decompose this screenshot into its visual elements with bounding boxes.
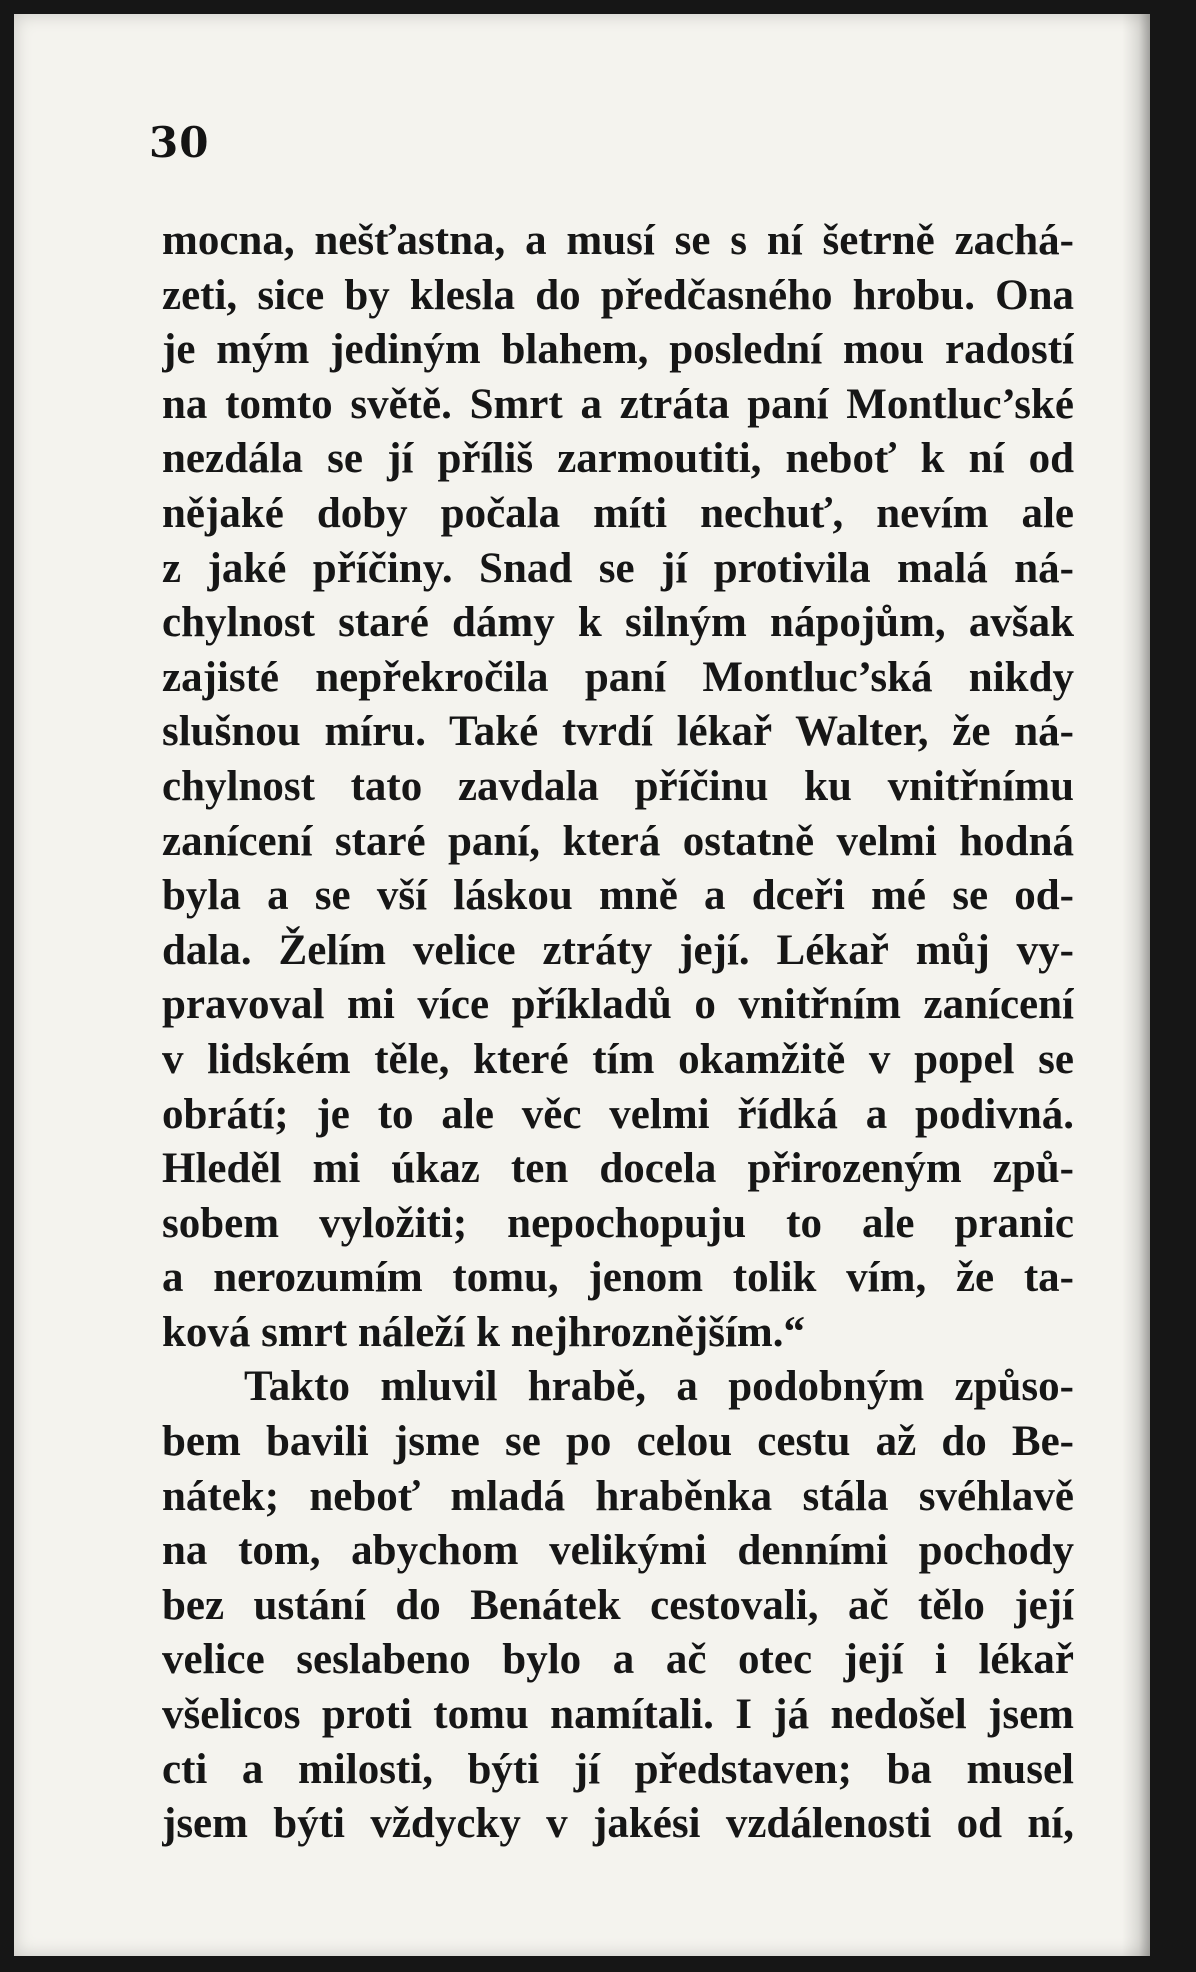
page-number: 30: [149, 118, 210, 167]
text-line: sobem vyložiti; nepochopuju to ale pranic: [162, 1199, 1074, 1247]
text-line: zanícení staré paní, která ostatně velmi hodná: [162, 817, 1074, 865]
text-line: je mým jediným blahem, poslední mou radostí: [162, 326, 1074, 374]
text-line: z jaké příčiny. Snad se jí protivila malá ná-: [162, 544, 1074, 592]
text-line: nezdála se jí příliš zarmoutiti, neboť k ní od: [162, 435, 1074, 483]
book-page: [14, 14, 1150, 1956]
text-line: velice seslabeno bylo a ač otec její i lékař: [162, 1636, 1074, 1684]
text-line: jsem býti vždycky v jakési vzdálenosti od ní,: [162, 1800, 1074, 1848]
text-line: slušnou míru. Také tvrdí lékař Walter, že ná-: [162, 708, 1074, 756]
text-line: v lidském těle, které tím okamžitě v popel se: [162, 1035, 1074, 1083]
text-line: cti a milosti, býti jí představen; ba musel: [162, 1745, 1074, 1793]
text-line: na tomto světě. Smrt a ztráta paní Montluc’ské: [162, 380, 1074, 428]
text-line: na tom, abychom velikými denními pochody: [162, 1527, 1074, 1575]
text-line: nějaké doby počala míti nechuť, nevím ale: [162, 489, 1074, 537]
text-line: nátek; neboť mladá hraběnka stála svéhlavě: [162, 1472, 1074, 1520]
page-edge-shadow: [1122, 14, 1150, 1956]
text-line: byla a se vší láskou mně a dceři mé se od-: [162, 872, 1074, 920]
text-line: bem bavili jsme se po celou cestu až do Be-: [162, 1418, 1074, 1466]
text-line: zeti, sice by klesla do předčasného hrobu. Ona: [162, 271, 1074, 319]
text-line: všelicos proti tomu namítali. I já nedošel jsem: [162, 1691, 1074, 1739]
text-line: bez ustání do Benátek cestovali, ač tělo její: [162, 1581, 1074, 1629]
text-line: obrátí; je to ale věc velmi řídká a podivná.: [162, 1090, 1074, 1138]
text-line: pravoval mi více příkladů o vnitřním zanícení: [162, 981, 1074, 1029]
text-line: dala. Želím velice ztráty její. Lékař můj vy-: [162, 926, 1074, 974]
paragraph-end-line: ková smrt náleží k nejhroznějším.“: [162, 1308, 805, 1356]
text-line: chylnost tato zavdala příčinu ku vnitřnímu: [162, 762, 1074, 810]
text-line: zajisté nepřekročila paní Montluc’ská nikdy: [162, 653, 1074, 701]
text-line: Hleděl mi úkaz ten docela přirozeným způ-: [162, 1145, 1074, 1193]
text-line: a nerozumím tomu, jenom tolik vím, že ta-: [162, 1254, 1074, 1302]
paragraph-start-line: Takto mluvil hrabě, a podobným způso-: [244, 1363, 1074, 1411]
text-line: chylnost staré dámy k silným nápojům, avšak: [162, 599, 1074, 647]
text-line: mocna, nešťastna, a musí se s ní šetrně zachá-: [162, 217, 1074, 264]
body-text: [162, 214, 1074, 1852]
